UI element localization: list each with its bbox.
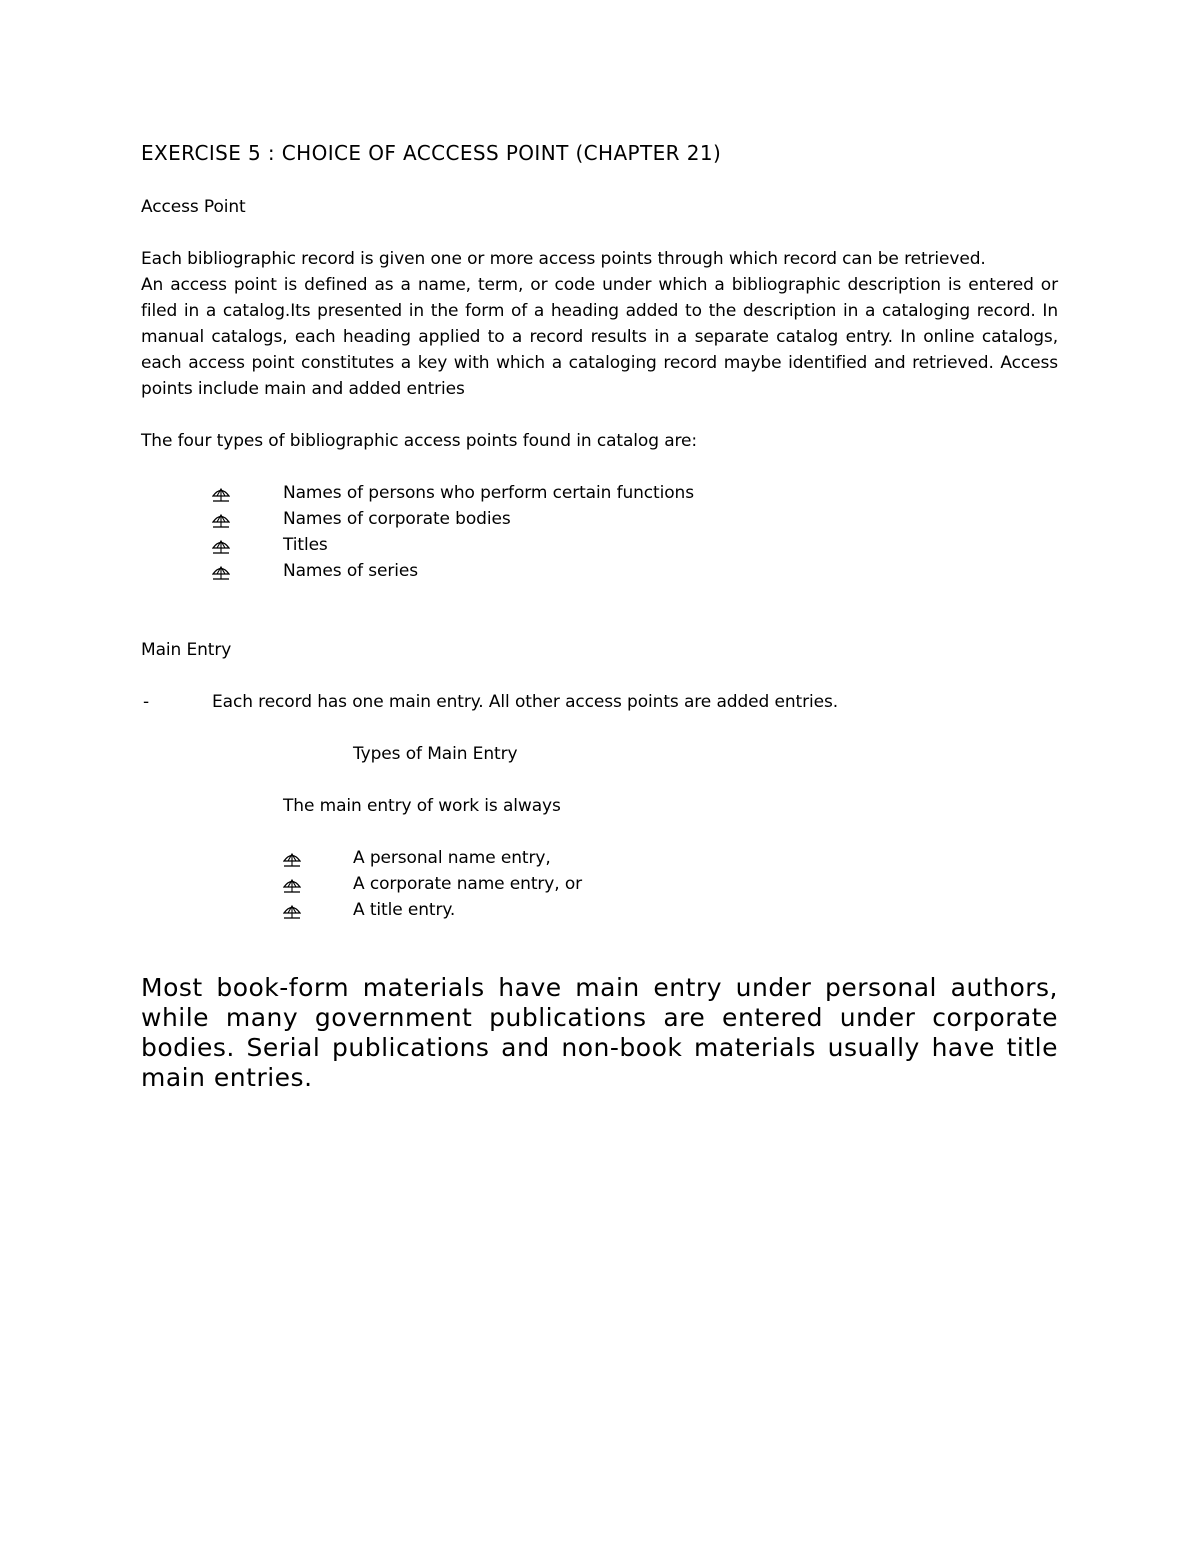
access-point-heading: Access Point [141,197,246,217]
umbrella-icon [283,904,301,920]
closing-paragraph: Most book-form materials have main entry under personal authors, while many government publications are entered under corporate bodies. Serial publications and non-book materials usually have title main entries. [141,973,1058,1092]
page-title: EXERCISE 5 : CHOICE OF ACCCESS POINT (CHAPTER 21) [141,141,722,165]
access-point-intro-line: Each bibliographic record is given one or more access points through which record can be retrieved. [141,249,986,269]
umbrella-icon [212,487,230,503]
access-point-definition: An access point is defined as a name, term, or code under which a bibliographic description is entered or filed in a catalog.Its presented in the form of a heading added to the description in a cataloging record. In manual catalogs, each heading applied to a record results in a separate catalog entry. In online catalogs, each access point constitutes a key with which a cataloging record maybe identified and retrieved. Access points include main and added entries [141,275,1058,399]
list-item: A corporate name entry, or [353,874,583,894]
umbrella-icon [212,513,230,529]
list-item: A title entry. [353,900,456,920]
umbrella-icon [212,539,230,555]
main-entry-heading: Main Entry [141,640,232,660]
dash-marker: - [143,692,150,712]
list-item: Names of series [283,561,419,581]
main-entry-always-intro: The main entry of work is always [283,796,561,816]
list-item: Names of persons who perform certain functions [283,483,694,503]
umbrella-icon [283,878,301,894]
types-of-main-entry-heading: Types of Main Entry [353,744,518,764]
list-item: Titles [283,535,328,555]
access-point-types-intro: The four types of bibliographic access points found in catalog are: [141,431,698,451]
list-item: Names of corporate bodies [283,509,511,529]
umbrella-icon [283,852,301,868]
main-entry-rule: Each record has one main entry. All other access points are added entries. [212,692,839,712]
list-item: A personal name entry, [353,848,551,868]
umbrella-icon [212,565,230,581]
